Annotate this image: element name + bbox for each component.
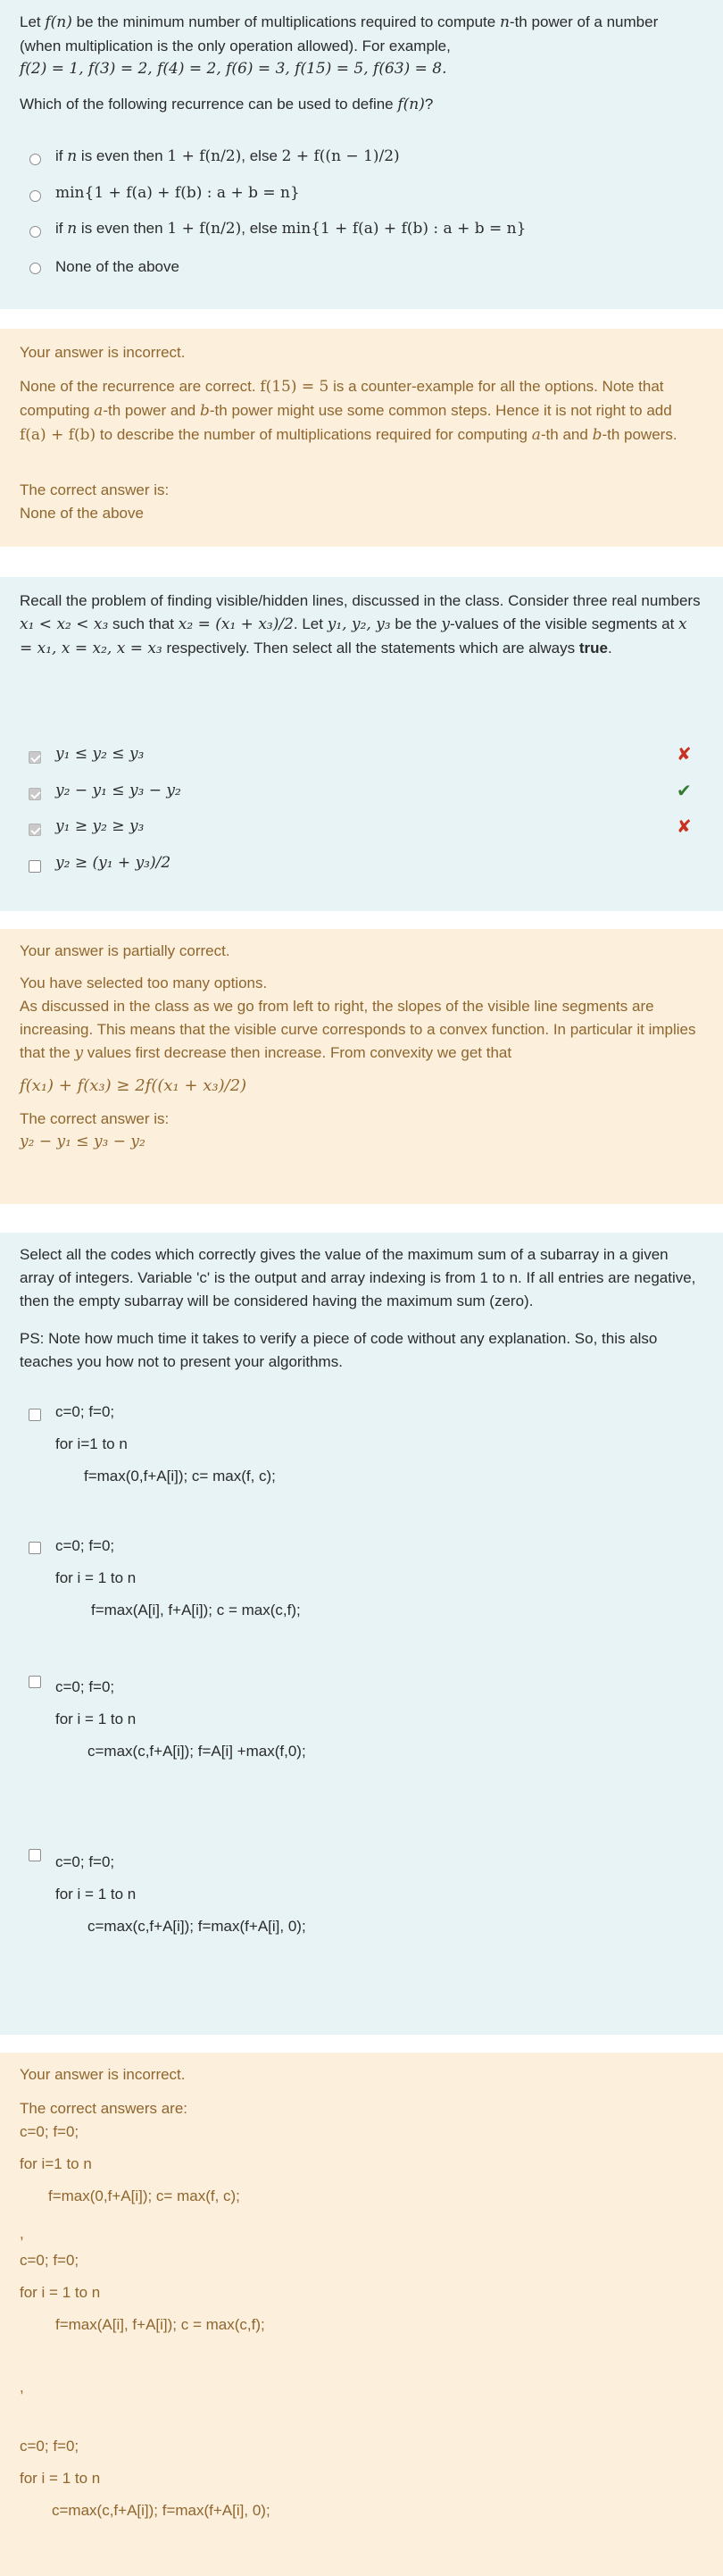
option-4-line-3: c=max(c,f+A[i]); f=max(f+A[i], 0); <box>87 1918 306 1935</box>
correct-answer-value: None of the above <box>20 505 144 522</box>
incorrect-icon: ✘ <box>677 817 692 837</box>
option-4-label[interactable]: None of the above <box>55 258 179 275</box>
answer-1-line-2: for i=1 to n <box>20 2155 92 2172</box>
question-2-feedback <box>0 929 723 1204</box>
checkbox-option-3[interactable] <box>29 1676 41 1688</box>
answer-3-line-2: for i = 1 to n <box>20 2470 101 2487</box>
option-2-line-3: f=max(A[i], f+A[i]); c = max(c,f); <box>91 1602 301 1618</box>
question-1-feedback <box>0 329 723 547</box>
question-3-feedback <box>0 2053 723 2576</box>
option-1-label[interactable]: y₁ ≤ y₂ ≤ y₃ <box>55 745 145 763</box>
question-1-prompt: Which of the following recurrence can be used to define f(n)? <box>20 96 434 113</box>
feedback-explanation: None of the recurrence are correct. f(15) = 5 is a counter-example for all the options. Note that computing a-th power and b-th power might use some common steps. Hence it is not right to add f(a) + f(b) to describe the number of multiplications required for computing a-th and b-th powers. <box>20 378 677 444</box>
question-2-panel <box>0 577 723 911</box>
question-3-panel <box>0 1233 723 2035</box>
feedback-too-many: You have selected too many options. <box>20 974 268 991</box>
checkbox-option-4[interactable] <box>29 1849 41 1861</box>
option-3-label[interactable]: if n is even then 1 + f(n/2), else min{1 + f(a) + f(b) : a + b = n} <box>55 220 527 238</box>
checkbox-option-1[interactable] <box>29 751 41 764</box>
question-2-text: Recall the problem of finding visible/hidden lines, discussed in the class. Consider three real numbers x₁ < x₂ < x₃ such that x₂ = (x₁ + x₃)/2. Let y₁, y₂, y₃ be the y-values of the visible segments at x = x₁, x = x₂, x = x₃ respectively. Then select all the statements which are always true. <box>20 592 701 657</box>
option-2-line-1[interactable]: c=0; f=0; <box>55 1537 115 1554</box>
checkbox-option-4[interactable] <box>29 860 41 873</box>
answer-2-line-1: c=0; f=0; <box>20 2252 79 2269</box>
question-3-note: PS: Note how much time it takes to verify a piece of code without any explanation. So, this also teaches you how not to present your algorithms. <box>20 1330 658 1370</box>
answer-3-line-3: c=max(c,f+A[i]); f=max(f+A[i], 0); <box>52 2502 270 2519</box>
option-1-line-1[interactable]: c=0; f=0; <box>55 1403 115 1420</box>
option-2-label[interactable]: min{1 + f(a) + f(b) : a + b = n} <box>55 184 300 202</box>
answer-2-line-2: for i = 1 to n <box>20 2284 101 2301</box>
answer-1-line-1: c=0; f=0; <box>20 2123 79 2140</box>
correct-answer-label: The correct answer is: <box>20 481 170 498</box>
option-3-line-2: for i = 1 to n <box>55 1710 137 1727</box>
option-4-line-2: for i = 1 to n <box>55 1886 137 1903</box>
correct-answer-value: y₂ − y₁ ≤ y₃ − y₂ <box>20 1133 145 1150</box>
option-1-label[interactable]: if n is even then 1 + f(n/2), else 2 + f((n − 1)/2) <box>55 147 400 165</box>
option-1-line-3: f=max(0,f+A[i]); c= max(f, c); <box>84 1468 276 1485</box>
correct-answer-label: The correct answer is: <box>20 1110 170 1127</box>
question-1-text: Let f(n) be the minimum number of multiplications required to compute n-th power of a number (when multiplication is the only operation allowed). For example, f(2) = 1, f(3) = 2, f(4) = 2, f(6) = 3, f(15) = 5, f(63) = 8. <box>20 13 659 78</box>
answer-1-line-3: f=max(0,f+A[i]); c= max(f, c); <box>48 2187 240 2204</box>
option-3-label[interactable]: y₁ ≥ y₂ ≥ y₃ <box>55 817 145 835</box>
option-2-line-2: for i = 1 to n <box>55 1569 137 1586</box>
radio-option-2[interactable] <box>29 190 41 202</box>
feedback-status: Your answer is incorrect. <box>20 344 186 361</box>
feedback-status: Your answer is partially correct. <box>20 942 230 959</box>
answer-separator: , <box>20 2225 24 2242</box>
feedback-status: Your answer is incorrect. <box>20 2066 186 2083</box>
option-1-line-2: for i=1 to n <box>55 1435 128 1452</box>
option-4-label[interactable]: y₂ ≥ (y₁ + y₃)/2 <box>55 854 171 872</box>
feedback-explanation: As discussed in the class as we go from left to right, the slopes of the visible line segments are increasing. This means that the visible curve corresponds to a convex function. In particular it implies that the y values first decrease then increase. From convexity we get that <box>20 998 696 1062</box>
checkbox-option-2[interactable] <box>29 788 41 800</box>
option-2-label[interactable]: y₂ − y₁ ≤ y₃ − y₂ <box>55 782 181 799</box>
answer-3-line-1: c=0; f=0; <box>20 2438 79 2455</box>
question-3-text: Select all the codes which correctly gives the value of the maximum sum of a subarray in a given array of integers. Variable 'c' is the output and array indexing is from 1 to n. If all entries are negative, then the empty subarray will be considered having the maximum sum (zero). <box>20 1246 696 1309</box>
examples-math: f(2) = 1, f(3) = 2, f(4) = 2, f(6) = 3, f(15) = 5, f(63) = 8. <box>20 60 447 78</box>
radio-option-3[interactable] <box>29 226 41 238</box>
checkbox-option-3[interactable] <box>29 824 41 836</box>
option-3-line-1[interactable]: c=0; f=0; <box>55 1678 115 1695</box>
answer-2-line-3: f=max(A[i], f+A[i]); c = max(c,f); <box>55 2316 265 2333</box>
correct-answer-label: The correct answers are: <box>20 2100 188 2117</box>
checkbox-option-2[interactable] <box>29 1542 41 1554</box>
question-1-panel <box>0 0 723 309</box>
feedback-formula: f(x₁) + f(x₃) ≥ 2f((x₁ + x₃)/2) <box>20 1076 247 1095</box>
incorrect-icon: ✘ <box>677 745 692 765</box>
answer-separator: , <box>20 2379 24 2396</box>
option-3-line-3: c=max(c,f+A[i]); f=A[i] +max(f,0); <box>87 1743 306 1760</box>
radio-option-1[interactable] <box>29 154 41 165</box>
radio-option-4[interactable] <box>29 263 41 274</box>
correct-icon: ✔ <box>677 782 692 801</box>
option-4-line-1[interactable]: c=0; f=0; <box>55 1853 115 1870</box>
checkbox-option-1[interactable] <box>29 1409 41 1421</box>
